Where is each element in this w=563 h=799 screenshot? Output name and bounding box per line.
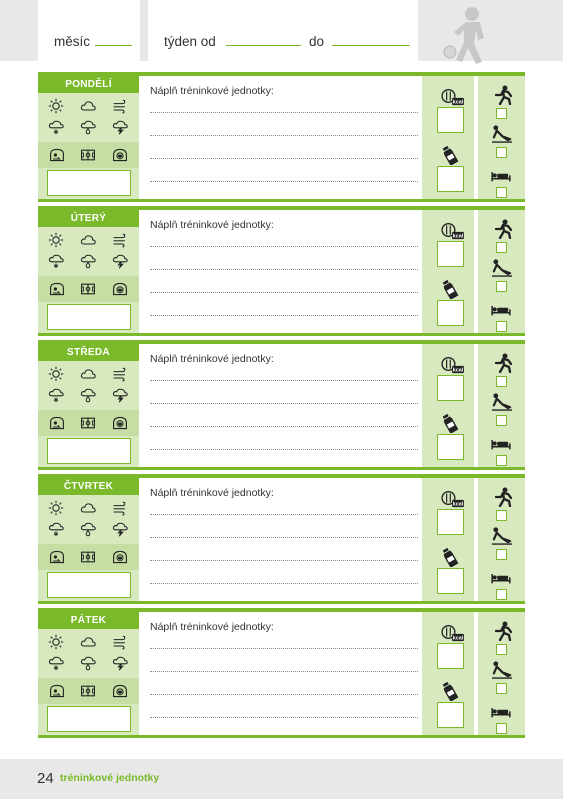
writing-line[interactable] — [150, 449, 418, 450]
outdoor-dome-icon — [112, 683, 128, 699]
fluid-field[interactable] — [437, 702, 464, 728]
day-note-field[interactable] — [47, 304, 131, 330]
running-checkbox[interactable] — [496, 108, 507, 119]
wind-icon — [112, 98, 128, 114]
week-to-field[interactable] — [332, 45, 410, 46]
running-checkbox[interactable] — [496, 510, 507, 521]
cloud-icon — [80, 500, 96, 516]
week-from-label: týden od — [164, 34, 216, 49]
running-icon — [493, 353, 513, 373]
indoor-hall-icon — [49, 549, 65, 565]
cloud-icon — [80, 366, 96, 382]
kcal-field[interactable] — [437, 107, 464, 133]
water-bottle-icon — [441, 411, 459, 433]
writing-line[interactable] — [150, 181, 418, 182]
day-bottom-rule — [38, 333, 525, 336]
outdoor-dome-icon — [112, 549, 128, 565]
training-content-label: Náplň tréninkové jednotky: — [150, 621, 274, 633]
svg-text:kcal: kcal — [452, 99, 464, 106]
day-block — [38, 206, 525, 336]
food-kcal-icon — [439, 622, 467, 642]
footer-title: tréninkové jednotky — [60, 772, 160, 784]
indoor-hall-icon — [49, 147, 65, 163]
water-bottle-icon — [441, 143, 459, 165]
day-block — [38, 474, 525, 604]
running-icon — [493, 219, 513, 239]
storm-cloud-icon — [112, 119, 128, 135]
stretching-checkbox[interactable] — [496, 415, 507, 426]
wind-icon — [112, 366, 128, 382]
storm-cloud-icon — [112, 253, 128, 269]
running-checkbox[interactable] — [496, 376, 507, 387]
indoor-hall-icon — [49, 683, 65, 699]
outdoor-dome-icon — [112, 147, 128, 163]
running-icon — [493, 85, 513, 105]
stretching-checkbox[interactable] — [496, 549, 507, 560]
outdoor-dome-icon — [112, 281, 128, 297]
training-content-label: Náplň tréninkové jednotky: — [150, 219, 274, 231]
rain-cloud-icon — [80, 387, 96, 403]
svg-text:kcal: kcal — [452, 233, 464, 240]
writing-line[interactable] — [150, 648, 418, 649]
food-kcal-icon — [439, 354, 467, 374]
day-note-field[interactable] — [47, 706, 131, 732]
day-name: PÁTEK — [38, 612, 139, 629]
day-block — [38, 608, 525, 738]
svg-text:kcal: kcal — [452, 367, 464, 374]
snow-cloud-icon — [48, 119, 64, 135]
running-icon — [493, 487, 513, 507]
indoor-hall-icon — [49, 415, 65, 431]
writing-line[interactable] — [150, 269, 418, 270]
svg-text:kcal: kcal — [452, 635, 464, 642]
field-icon — [80, 549, 96, 565]
food-kcal-icon — [439, 86, 467, 106]
indoor-hall-icon — [49, 281, 65, 297]
writing-line[interactable] — [150, 671, 418, 672]
resting-icon — [489, 301, 513, 317]
training-content-label: Náplň tréninkové jednotky: — [150, 487, 274, 499]
wind-icon — [112, 634, 128, 650]
resting-checkbox[interactable] — [496, 321, 507, 332]
kcal-field[interactable] — [437, 375, 464, 401]
day-name: PONDĚLÍ — [38, 76, 139, 93]
running-checkbox[interactable] — [496, 644, 507, 655]
day-bottom-rule — [38, 199, 525, 202]
day-block — [38, 72, 525, 202]
snow-cloud-icon — [48, 253, 64, 269]
stretching-icon — [489, 392, 515, 412]
rain-cloud-icon — [80, 119, 96, 135]
cloud-icon — [80, 634, 96, 650]
resting-icon — [489, 703, 513, 719]
kcal-field[interactable] — [437, 509, 464, 535]
writing-line[interactable] — [150, 583, 418, 584]
cloud-icon — [80, 232, 96, 248]
food-kcal-icon — [439, 488, 467, 508]
wind-icon — [112, 500, 128, 516]
resting-icon — [489, 435, 513, 451]
writing-line[interactable] — [150, 315, 418, 316]
resting-icon — [489, 569, 513, 585]
day-block — [38, 340, 525, 470]
field-icon — [80, 281, 96, 297]
stretching-icon — [489, 124, 515, 144]
writing-line[interactable] — [150, 246, 418, 247]
fluid-field[interactable] — [437, 568, 464, 594]
fluid-field[interactable] — [437, 434, 464, 460]
sun-icon — [48, 500, 64, 516]
day-name: ČTVRTEK — [38, 478, 139, 495]
resting-checkbox[interactable] — [496, 187, 507, 198]
kcal-field[interactable] — [437, 241, 464, 267]
stretching-checkbox[interactable] — [496, 147, 507, 158]
sun-icon — [48, 366, 64, 382]
rain-cloud-icon — [80, 521, 96, 537]
running-icon — [493, 621, 513, 641]
svg-text:kcal: kcal — [452, 501, 464, 508]
snow-cloud-icon — [48, 387, 64, 403]
writing-line[interactable] — [150, 158, 418, 159]
writing-line[interactable] — [150, 380, 418, 381]
day-note-field[interactable] — [47, 438, 131, 464]
writing-line[interactable] — [150, 717, 418, 718]
kcal-field[interactable] — [437, 643, 464, 669]
day-note-field[interactable] — [47, 170, 131, 196]
outdoor-dome-icon — [112, 415, 128, 431]
storm-cloud-icon — [112, 387, 128, 403]
day-bottom-rule — [38, 735, 525, 738]
water-bottle-icon — [441, 545, 459, 567]
writing-line[interactable] — [150, 112, 418, 113]
field-icon — [80, 147, 96, 163]
month-field[interactable] — [95, 45, 132, 46]
fluid-field[interactable] — [437, 300, 464, 326]
footballer-figure-icon — [438, 4, 498, 66]
field-icon — [80, 415, 96, 431]
day-note-field[interactable] — [47, 572, 131, 598]
storm-cloud-icon — [112, 655, 128, 671]
writing-line[interactable] — [150, 426, 418, 427]
water-bottle-icon — [441, 679, 459, 701]
stretching-icon — [489, 660, 515, 680]
rain-cloud-icon — [80, 253, 96, 269]
to-label: do — [309, 34, 325, 49]
week-box — [148, 0, 418, 61]
writing-line[interactable] — [150, 560, 418, 561]
day-name: STŘEDA — [38, 344, 139, 361]
stretching-icon — [489, 526, 515, 546]
sun-icon — [48, 232, 64, 248]
training-content-label: Náplň tréninkové jednotky: — [150, 85, 274, 97]
stretching-icon — [489, 258, 515, 278]
training-content-label: Náplň tréninkové jednotky: — [150, 353, 274, 365]
page-number: 24 — [37, 770, 54, 787]
running-checkbox[interactable] — [496, 242, 507, 253]
snow-cloud-icon — [48, 655, 64, 671]
month-label: měsíc — [54, 34, 91, 49]
day-bottom-rule — [38, 601, 525, 604]
snow-cloud-icon — [48, 521, 64, 537]
storm-cloud-icon — [112, 521, 128, 537]
resting-checkbox[interactable] — [496, 589, 507, 600]
writing-line[interactable] — [150, 537, 418, 538]
writing-line[interactable] — [150, 514, 418, 515]
stretching-checkbox[interactable] — [496, 683, 507, 694]
stretching-checkbox[interactable] — [496, 281, 507, 292]
sun-icon — [48, 98, 64, 114]
writing-line[interactable] — [150, 292, 418, 293]
cloud-icon — [80, 98, 96, 114]
writing-line[interactable] — [150, 135, 418, 136]
footer — [0, 759, 563, 799]
day-bottom-rule — [38, 467, 525, 470]
sun-icon — [48, 634, 64, 650]
month-box — [38, 0, 140, 61]
fluid-field[interactable] — [437, 166, 464, 192]
resting-checkbox[interactable] — [496, 723, 507, 734]
writing-line[interactable] — [150, 403, 418, 404]
wind-icon — [112, 232, 128, 248]
resting-checkbox[interactable] — [496, 455, 507, 466]
resting-icon — [489, 167, 513, 183]
week-from-field[interactable] — [226, 45, 301, 46]
water-bottle-icon — [441, 277, 459, 299]
food-kcal-icon — [439, 220, 467, 240]
day-name: ÚTERÝ — [38, 210, 139, 227]
rain-cloud-icon — [80, 655, 96, 671]
field-icon — [80, 683, 96, 699]
writing-line[interactable] — [150, 694, 418, 695]
